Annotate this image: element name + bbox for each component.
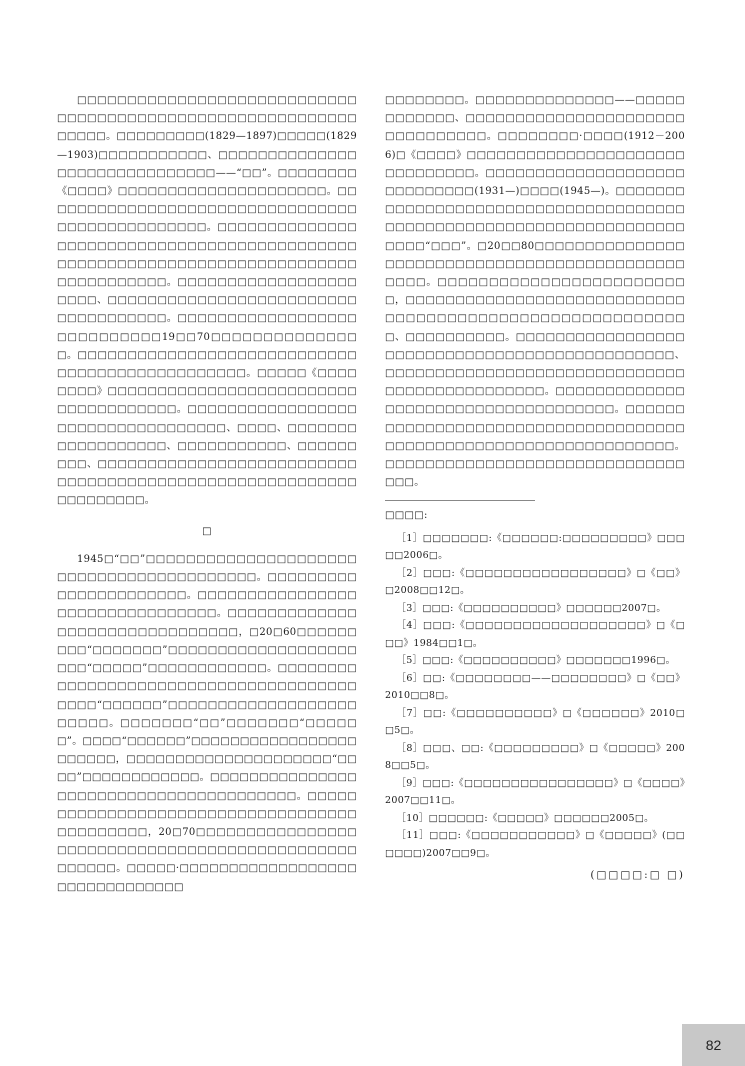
references-title: □□□□: <box>385 510 428 522</box>
reference-item: ［9］□□□:《□□□□□□□□□□□□□□□□》□《□□□□》2007□□11□。 <box>385 777 685 807</box>
reference-item: ［1］□□□□□□□:《□□□□□□:□□□□□□□□□》□□□□□2006□。 <box>385 532 685 562</box>
page-number: 82 <box>682 1024 745 1066</box>
reference-item: ［5］□□□:《□□□□□□□□□□》□□□□□□□1996□。 <box>396 655 676 667</box>
right-column <box>385 92 685 884</box>
reference-item: ［3］□□□:《□□□□□□□□□□》□□□□□□2007□。 <box>396 602 667 614</box>
body-paragraph-3: □□□□□□□□。□□□□□□□□□□□□□□——□□□□□□□□□□□□、□□□□□□□□□□□□□□□□□□□□□□□□□□□□□□□□。□□□□□□□□·□□□□(1912－2006)□《□□□□》□□□□□□□□□□□□□□□□□□□□□□□□□□□□□□□。□□□□□□□□□□□□□□□□□□□□□□□□□□□□□(1931—)□□□□(1945—)。□□□□□□□□□□□□□□□□□□□□□□□□□□□□□□□□□□□□□□□□□□□□□□□□□□□□□□□□□□□□□□□□□□□□□□□“□□□”。□20□□80□□□□□□□□□□□□□□□□□□□□□□□□□□□□□□□□□□□□□□□□□□□□□□□□□。□□□□□□□□□□□□□□□□□□□□□□□□□，□□□□□□□□□□□□□□□□□□□□□□□□□□□□□□□□□□□□□□□□□□□□□□□□□□□□□□□□□□、□□□□□□□□□□。□□□□□□□□□□□□□□□□□□□□□□□□□□□□□□□□□□□□□□□□□□□□□□、□□□□□□□□□□□□□□□□□□□□□□□□□□□□□□□□□□□□□□□□□□□□□□。□□□□□□□□□□□□□□□□□□□□□□□□□□□□□□□□□□□□。□□□□□□□□□□□□□□□□□□□□□□□□□□□□□□□□□□□□□□□□□□□□□□□□□□□□□□□□□□□□□□□□□。□□□□□□□□□□□□□□□□□□□□□□□□□□□□□□□□□。 <box>385 95 685 489</box>
editor-credit: (□□□□:□ □) <box>590 869 685 882</box>
reference-item: ［6］□□:《□□□□□□□□——□□□□□□□□》□《□□》2010□□8□。 <box>385 672 685 702</box>
reference-item: ［4］□□□:《□□□□□□□□□□□□□□□□□□□》□《□□□》1984□□1□。 <box>385 620 685 649</box>
body-paragraph-2: 1945□“□□”□□□□□□□□□□□□□□□□□□□□□□□□□□□□□□□□□□□□□□□□□。□□□□□□□□□□□□□□□□□□□□□□。□□□□□□□□□□□□□□□□□□□□□□□□□□□□□□□□。□□□□□□□□□□□□□□□□□□□□□□□□□□□□□□□，□20□60□□□□□□□□□“□□□□□□□”□□□□□□□□□□□□□□□□□□□□□□“□□□□□”□□□□□□□□□□□□。□□□□□□□□□□□□□□□□□□□□□□□□□□□□□□□□□□□□□□□□□□“□□□□□□”□□□□□□□□□□□□□□□□□□□□□□□□。□□□□□□□“□□”□□□□□□□“□□□□□□”。□□□□“□□□□□□”□□□□□□□□□□□□□□□□□□□□□□□，□□□□□□□□□□□□□□□□□□□□□“□□□□”□□□□□□□□□□□□。□□□□□□□□□□□□□□□□□□□□□□□□□□□□□□□□□□□□□□□。□□□□□□□□□□□□□□□□□□□□□□□□□□□□□□□□□□□□□□□□□□□□，20□70□□□□□□□□□□□□□□□□□□□□□□□□□□□□□□□□□□□□□□□□□□□□□□□□□□□□。□□□□□·□□□□□□□□□□□□□□□□□□□□□□□□□□□□□□□ <box>57 553 357 893</box>
reference-item: ［7］□□:《□□□□□□□□□□》□《□□□□□□》2010□□5□。 <box>385 707 685 737</box>
reference-item: ［10］□□□□□□:《□□□□□》□□□□□□2005□。 <box>396 812 654 824</box>
reference-item: ［11］□□□:《□□□□□□□□□□□》□《□□□□□》(□□□□□□)2007□□9□。 <box>385 830 685 859</box>
left-column <box>57 92 357 897</box>
references-list <box>385 530 685 863</box>
references-divider <box>385 500 535 501</box>
reference-item: ［8］□□□、□□:《□□□□□□□□□》□《□□□□□》2008□□5□。 <box>385 742 685 772</box>
reference-item: ［2］□□□:《□□□□□□□□□□□□□□□□□》□《□□》□2008□□12□。 <box>385 567 685 597</box>
section-mark: □ <box>202 525 212 537</box>
body-paragraph-1: □□□□□□□□□□□□□□□□□□□□□□□□□□□□□□□□□□□□□□□□□□□□□□□□□□□□□□□□□□□□□□□。□□□□□□□□□(1829—1897)□□□□□(1829—1903)□□□□□□□□□□□、□□□□□□□□□□□□□□□□□□□□□□□□□□□□□□——“□□”。□□□□□□□□《□□□□》□□□□□□□□□□□□□□□□□□□□□。□□□□□□□□□□□□□□□□□□□□□□□□□□□□□□□□□□□□□□□□□□□□□□□。□□□□□□□□□□□□□□□□□□□□□□□□□□□□□□□□□□□□□□□□□□□□□□□□□□□□□□□□□□□□□□□□□□□□□□□□□□□□□□□□□□□□□。□□□□□□□□□□□□□□□□□□□□□□、□□□□□□□□□□□□□□□□□□□□□□□□□□□□□□□□□□□□。□□□□□□□□□□□□□□□□□□□□□□□□□□□□19□□70□□□□□□□□□□□□□□□。□□□□□□□□□□□□□□□□□□□□□□□□□□□□□□□□□□□□□□□□□□□□□□□。□□□□□《□□□□□□□□》□□□□□□□□□□□□□□□□□□□□□□□□□□□□□□□□□□□□□。□□□□□□□□□□□□□□□□□□□□□□□□□□□□□□□□□□、□□□□、□□□□□□□□□□□□□□□□□□、□□□□□□□□□□□、□□□□□□□□□、□□□□□□□□□□□□□□□□□□□□□□□□□□□□□□□□□□□□□□□□□□□□□□□□□□□□□□□□□□□□□□□□□。 <box>57 95 357 507</box>
